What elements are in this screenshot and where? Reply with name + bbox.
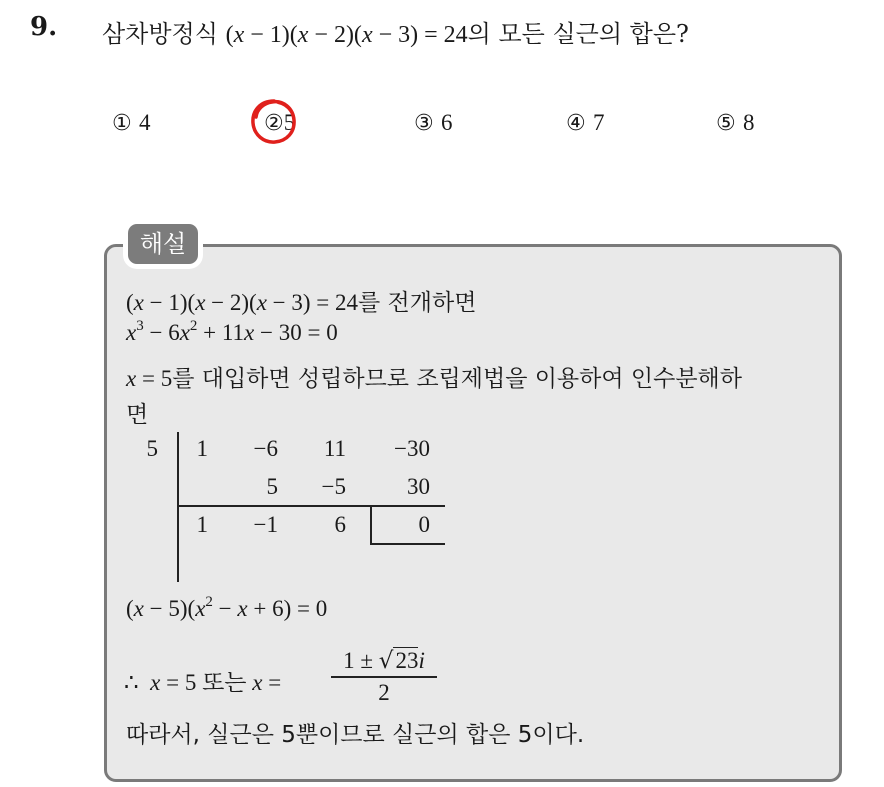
product: −5 bbox=[321, 474, 346, 499]
remainder-box-bottom-line bbox=[370, 543, 445, 545]
fraction-denominator: 2 bbox=[378, 680, 390, 705]
remainder-box-left-line bbox=[370, 507, 372, 545]
choice-value: 6 bbox=[441, 110, 453, 135]
division-horizontal-line bbox=[177, 505, 445, 507]
result: −1 bbox=[253, 512, 278, 537]
choice-1[interactable] bbox=[112, 110, 151, 136]
choice-value: 8 bbox=[743, 110, 755, 135]
solution-line-2: $x^3 - 6x^2 + 11x - 30 = 0$ bbox=[126, 318, 338, 345]
choice-marker: ② bbox=[264, 111, 284, 136]
coefficient: −30 bbox=[394, 436, 430, 461]
solution-line-1: (x − 1)(x − 2)(x − 3) = 24를 전개하면 bbox=[126, 290, 477, 316]
question-number: 9. bbox=[30, 12, 58, 42]
question-text bbox=[102, 14, 689, 49]
choice-value: 4 bbox=[139, 110, 151, 135]
coefficient: 1 bbox=[196, 436, 208, 461]
product: 5 bbox=[266, 474, 278, 499]
answer-choices bbox=[0, 110, 884, 144]
final-line: 따라서, 실근은 5뿐이므로 실근의 합은 5이다. bbox=[126, 722, 585, 748]
question-suffix: 의 모든 실근의 합은? bbox=[467, 20, 689, 48]
choice-marker: ⑤ bbox=[716, 111, 736, 136]
choice-marker: ④ bbox=[566, 111, 586, 136]
choice-marker: ③ bbox=[414, 111, 434, 136]
factored-equation: $(x - 5)(x^2 - x + 6) = 0$ bbox=[126, 594, 328, 621]
product: 30 bbox=[407, 474, 430, 499]
choice-5[interactable] bbox=[716, 110, 755, 136]
question-prefix: 삼차방정식 bbox=[102, 20, 218, 48]
root-fraction bbox=[331, 648, 437, 706]
remainder: 0 bbox=[418, 512, 430, 537]
result: 1 bbox=[196, 512, 208, 537]
question-equation: (x − 1)(x − 2)(x − 3) = 24 bbox=[225, 22, 468, 48]
choice-value: 7 bbox=[593, 110, 605, 135]
fraction-numerator: 1 ± √23i bbox=[343, 648, 425, 674]
or-text: 또는 bbox=[202, 670, 247, 696]
solution-tag: 해설 bbox=[128, 224, 198, 264]
coefficient: 11 bbox=[323, 436, 346, 461]
solution-line-4: 면 bbox=[126, 402, 149, 428]
divisor: 5 bbox=[146, 436, 158, 461]
choice-marker: ① bbox=[112, 111, 132, 136]
answer-circle-mark-icon bbox=[248, 97, 300, 147]
choice-4[interactable] bbox=[566, 110, 605, 136]
fraction-bar bbox=[331, 676, 437, 678]
solution-line-1-text: 를 전개하면 bbox=[358, 290, 477, 316]
conclusion-line: ∴ x = 5 또는 x = bbox=[124, 670, 282, 696]
result: 6 bbox=[334, 512, 346, 537]
therefore-symbol: ∴ bbox=[124, 670, 139, 695]
choice-3[interactable] bbox=[414, 110, 453, 136]
choice-value: 5 bbox=[283, 110, 296, 135]
solution-line-3: x = 5를 대입하면 성립하므로 조립제법을 이용하여 인수분해하 bbox=[126, 366, 742, 392]
solution-line-3-text: 를 대입하면 성립하므로 조립제법을 이용하여 인수분해하 bbox=[172, 366, 742, 392]
coefficient: −6 bbox=[253, 436, 278, 461]
